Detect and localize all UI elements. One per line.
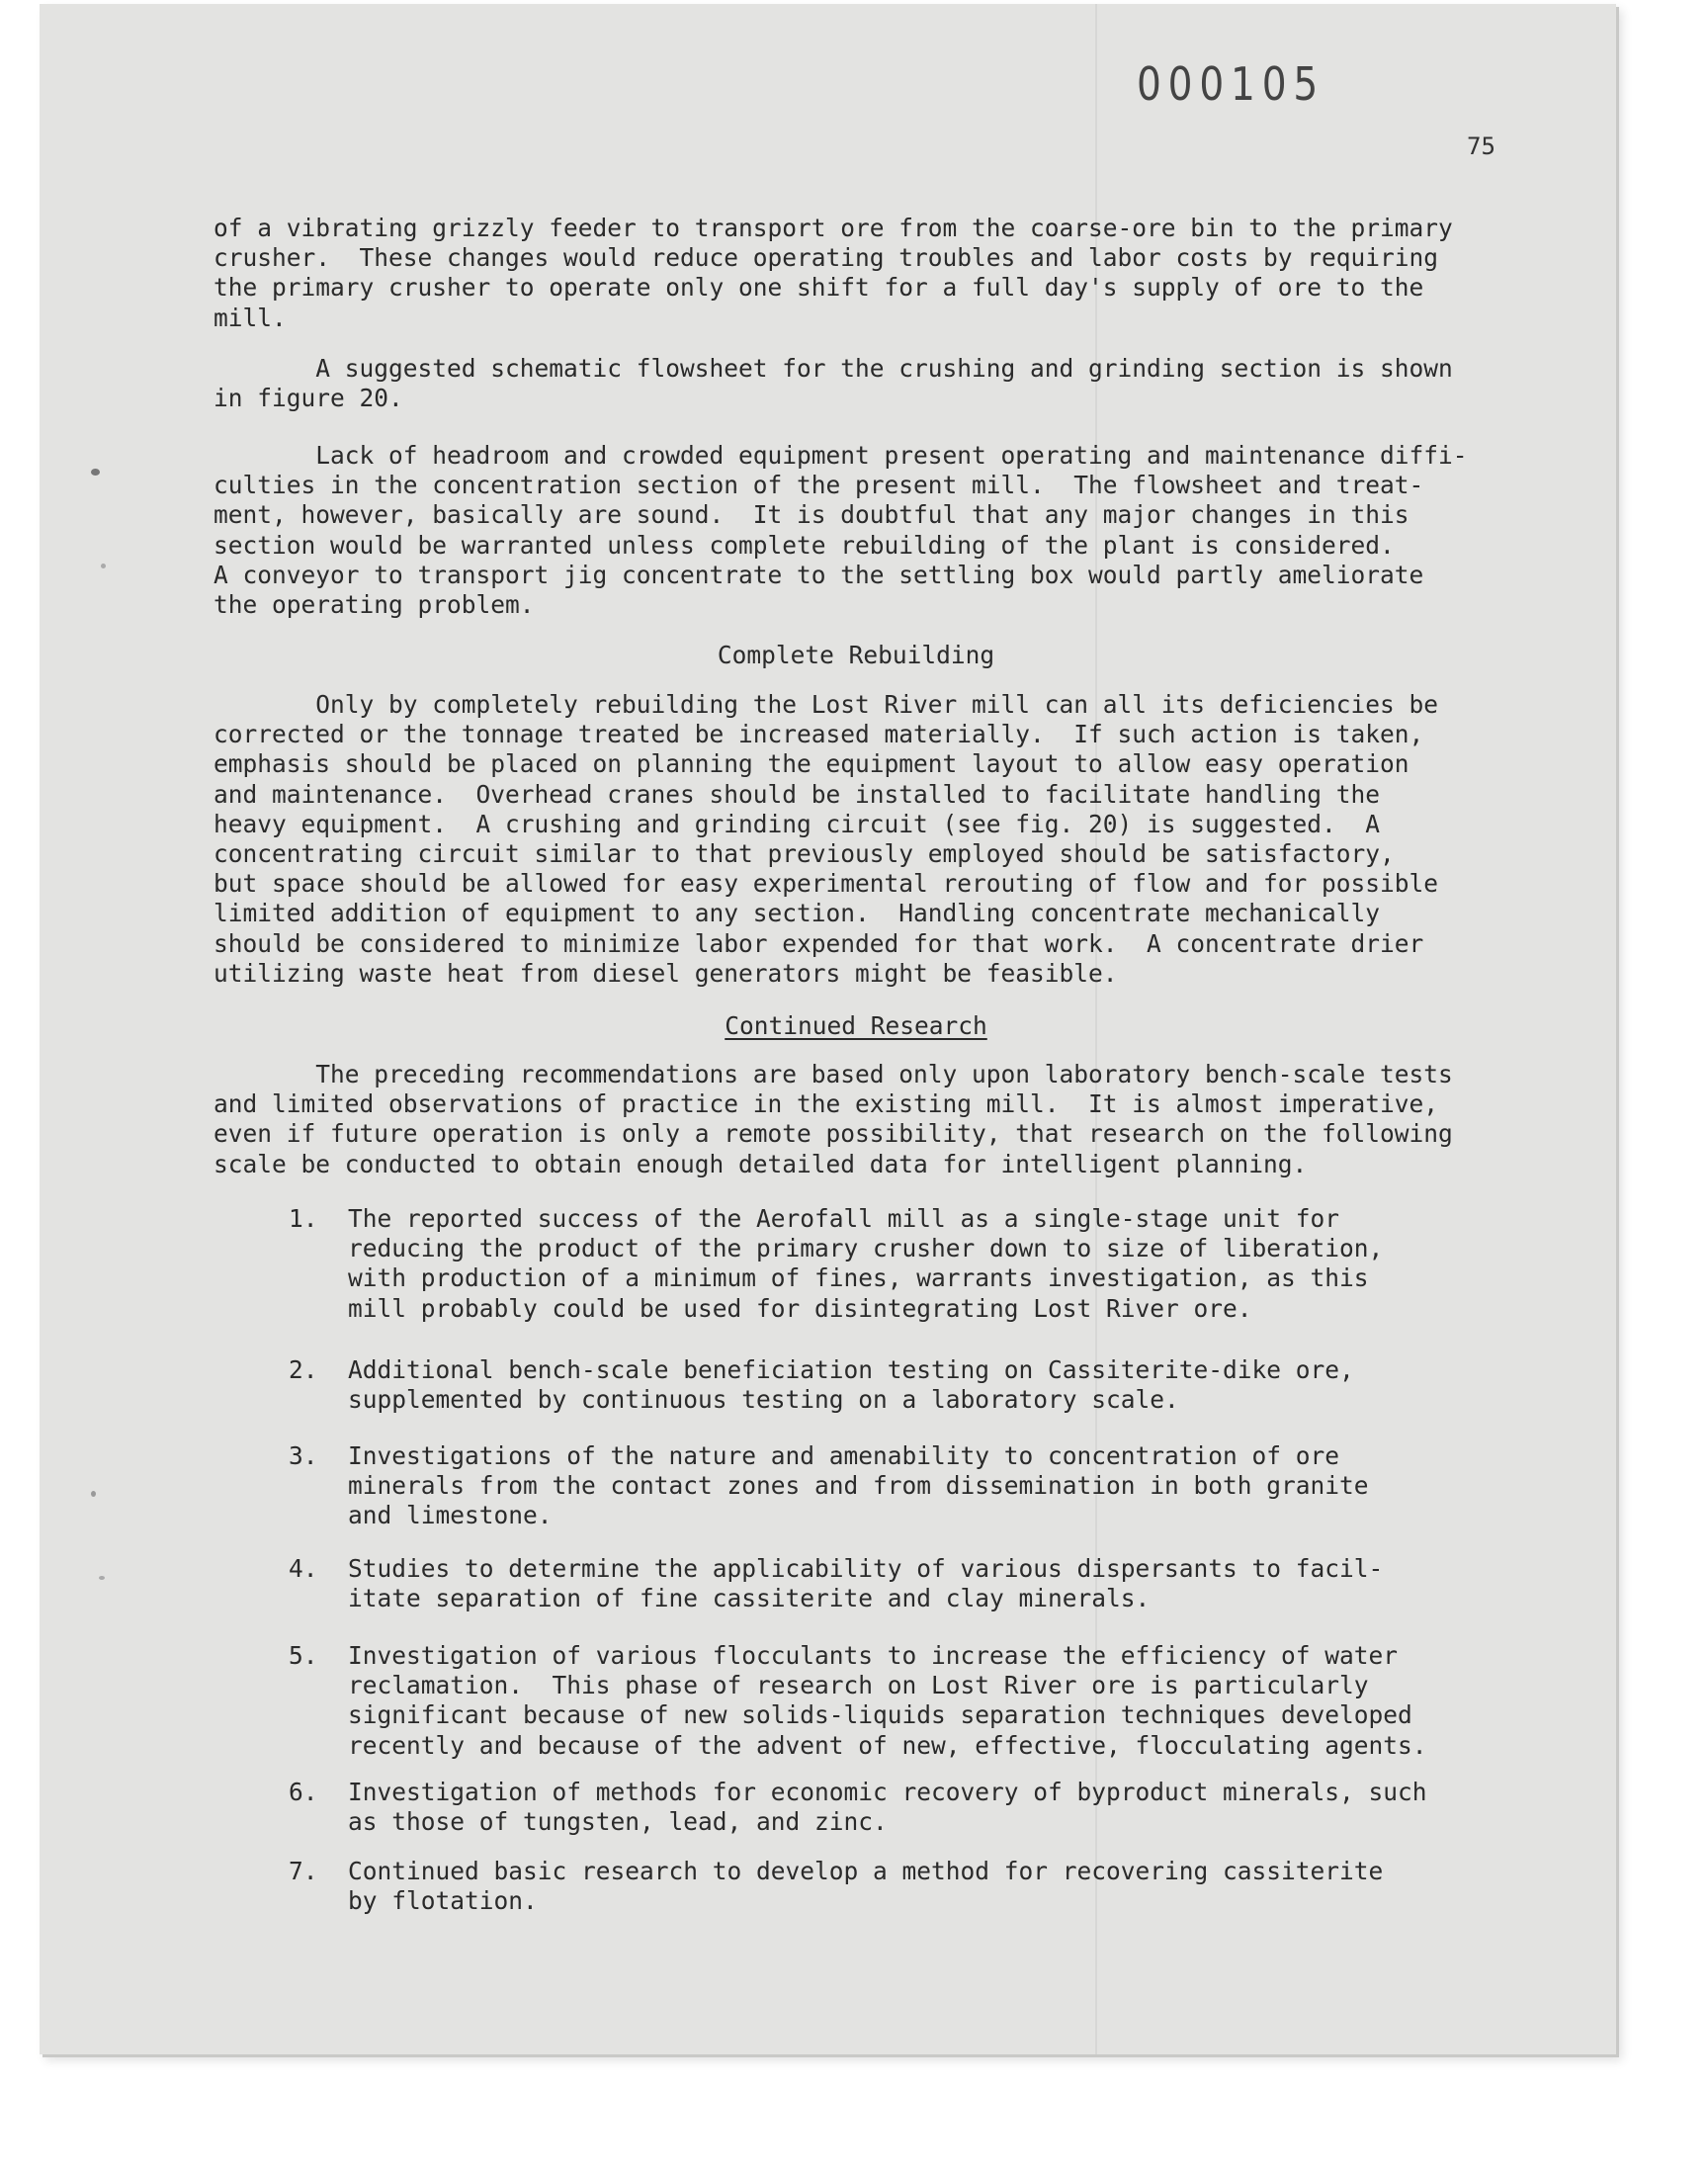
list-item-text: The reported success of the Aerofall mill as a single-stage unit for reducing the product of the primary crusher down to size of liberation, with production of a minimum of fines, warrants investigation, as this mill probably could be used for disintegrating Lost River ore. <box>348 1204 1384 1323</box>
list-item-number: 7. <box>289 1857 318 1885</box>
section-heading-complete-rebuilding: Complete Rebuilding <box>717 641 995 669</box>
page-number: 75 <box>1467 132 1495 160</box>
scan-speck <box>101 564 106 568</box>
paragraph-rebuilding: Only by completely rebuilding the Lost River mill can all its deficiencies be corrected or the tonnage treated be increased materially. If such action is taken, emphasis should be placed on planning the equipment layout to allow easy operation and maintenance. Overhead cranes should be installed to facilitate handling the heavy equipment. A crushing and grinding circuit (see fig. 20) is suggested. A concentrating circuit similar to that previously employed should be satisfactory, but space should be allowed for easy experimental rerouting of flow and for possible limited addition of equipment to any section. Handling concentrate mechanically should be considered to minimize labor expended for that work. A concentrate drier utilizing waste heat from diesel generators might be feasible. <box>214 690 1439 988</box>
list-item-number: 1. <box>289 1204 318 1233</box>
list-item-number: 6. <box>289 1778 318 1806</box>
section-heading-continued-research: Continued Research <box>725 1011 987 1040</box>
paragraph-flowsheet: A suggested schematic flowsheet for the crushing and grinding section is shown in figure 20. <box>214 354 1453 413</box>
list-item-text: Continued basic research to develop a method for recovering cassiterite by flotation. <box>348 1857 1384 1916</box>
scan-speck <box>91 469 100 476</box>
list-item-text: Investigations of the nature and amenability to concentration of ore minerals from the contact zones and from dissemination in both granite and limestone. <box>348 1441 1369 1530</box>
paragraph-research-intro: The preceding recommendations are based only upon laboratory bench-scale tests and limited observations of practice in the existing mill. It is almost imperative, even if future operation is only a remote possibility, that research on the following scale be conducted to obtain enough detailed data for intelligent planning. <box>214 1060 1453 1178</box>
scan-speck <box>91 1491 96 1497</box>
document-number: 000105 <box>1137 57 1325 111</box>
list-item-text: Investigation of various flocculants to increase the efficiency of water reclamation. This phase of research on Lost River ore is particularly significant because of new solids-liquids separation techniques developed recently and because of the advent of new, effective, flocculating agents. <box>348 1641 1427 1760</box>
list-item-text: Additional bench-scale beneficiation testing on Cassiterite-dike ore, supplemented by continuous testing on a laboratory scale. <box>348 1355 1354 1415</box>
list-item-text: Investigation of methods for economic recovery of byproduct minerals, such as those of tungsten, lead, and zinc. <box>348 1778 1427 1837</box>
scan-speck <box>99 1576 105 1580</box>
list-item-number: 4. <box>289 1554 318 1583</box>
list-item-number: 5. <box>289 1641 318 1670</box>
list-item-number: 3. <box>289 1441 318 1470</box>
list-item-text: Studies to determine the applicability of various dispersants to facil- itate separation of fine cassiterite and clay minerals. <box>348 1554 1384 1613</box>
list-item-number: 2. <box>289 1355 318 1384</box>
paragraph-continuation: of a vibrating grizzly feeder to transport ore from the coarse-ore bin to the primary crusher. These changes would reduce operating troubles and labor costs by requiring the primary crusher to operate only one shift for a full day's supply of ore to the mill. <box>214 214 1453 332</box>
paragraph-concentration: Lack of headroom and crowded equipment present operating and maintenance diffi- culties in the concentration section of the present mill. The flowsheet and treat- ment, however, basically are sound. It is doubtful that any major changes in this section would be warranted unless complete rebuilding of the plant is considered. A conveyor to transport jig concentrate to the settling box would partly ameliorate the operating problem. <box>214 441 1468 620</box>
